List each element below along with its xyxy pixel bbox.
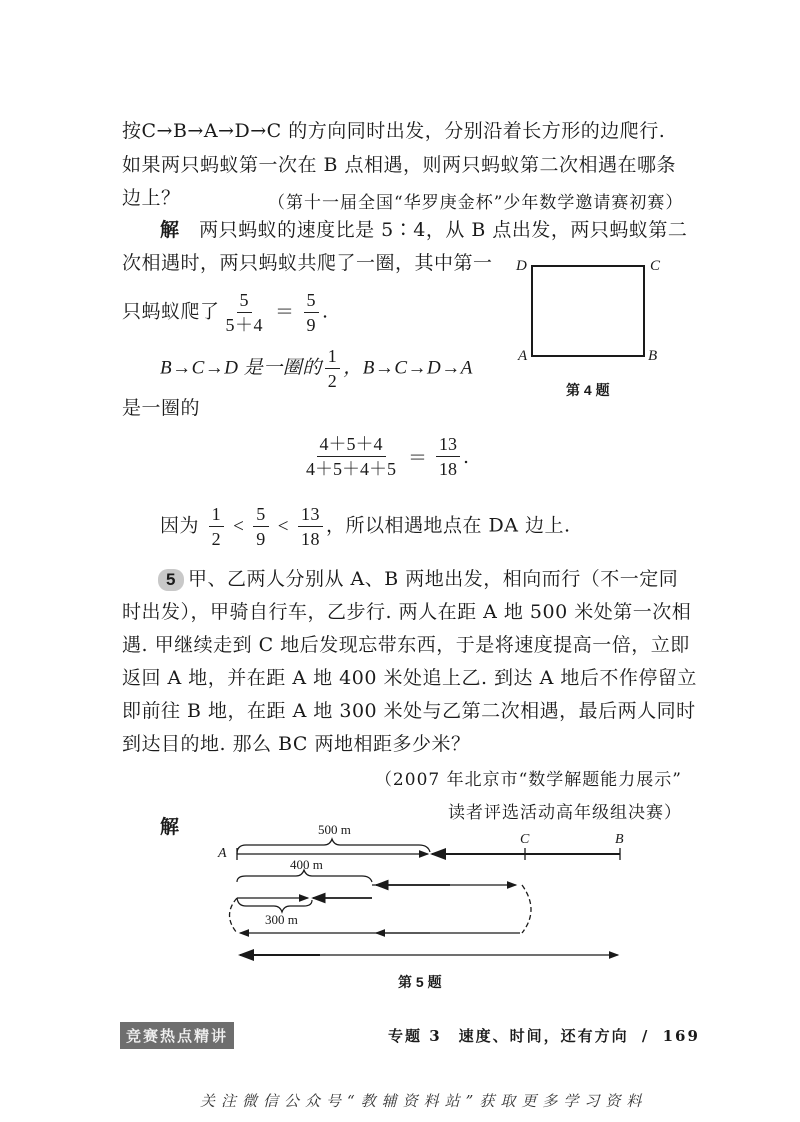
solution-label: 解 xyxy=(160,219,180,241)
solution4-conclusion: 因为 $\frac{1}{2}$ < $\frac{5}{9}$ < $\frac{13}{18}$ ，所以相遇地点在 DA 边上. xyxy=(160,504,571,549)
footer-section-tag: 竞赛热点精讲 xyxy=(120,1022,234,1049)
fraction: $\frac{5}{5+4}$ xyxy=(225,290,264,335)
problem5-line: 到达目的地. 那么 BC 两地相距多少米？ xyxy=(122,733,471,755)
fraction: $\frac{1}{2}$ xyxy=(325,346,341,391)
vertex-label-c: C xyxy=(650,258,661,274)
figure-caption: 第 5 题 xyxy=(398,974,442,990)
problem5-source-line1: （2007 年北京市“数学解题能力展示” xyxy=(374,770,682,790)
solution4-line4: B→C→D 是一圈的 $\frac{1}{2}$ ，B→C→D→A xyxy=(160,346,473,391)
problem4-text-line: 边上？ xyxy=(122,187,181,209)
solution4-line1: 解 两只蚂蚁的速度比是 5∶4，从 B 点出发，两只蚂蚁第二 xyxy=(160,219,688,241)
rectangle-diagram xyxy=(510,258,670,368)
distance-label-300: 300 m xyxy=(265,912,298,927)
problem5-line: 返回 A 地，并在距 A 地 400 米处追上乙. 到达 A 地后不作停留立 xyxy=(122,667,697,689)
fraction: $\frac{13}{18}$ xyxy=(436,434,460,479)
problem-number-badge: 5 xyxy=(158,569,184,591)
solution5-label: 解 xyxy=(160,816,180,838)
vertex-label-a: A xyxy=(518,348,528,364)
figure-4-rectangle xyxy=(510,258,670,398)
point-label-c: C xyxy=(520,832,530,847)
figure-caption: 第 4 题 xyxy=(566,382,610,398)
problem5-line: 即前往 B 地，在距 A 地 300 米处与乙第二次相遇，最后两人同时 xyxy=(122,700,696,722)
solution4-line2: 次相遇时，两只蚂蚁共爬了一圈，其中第一 xyxy=(122,252,493,274)
problem4-text-line: 按C→B→A→D→C 的方向同时出发，分别沿着长方形的边爬行. xyxy=(122,120,666,142)
point-label-a: A xyxy=(218,846,227,861)
solution4-line5: 是一圈的 xyxy=(122,397,201,419)
fraction: $\frac{4+5+4}{4+5+4+5}$ xyxy=(306,434,396,479)
big-equation: $\frac{4+5+4}{4+5+4+5}$ ＝ $\frac{13}{18}$ . xyxy=(300,434,469,479)
problem5-source-line2: 读者评选活动高年级组决赛） xyxy=(448,803,682,823)
footer-topic xyxy=(388,1025,700,1046)
point-label-b: B xyxy=(615,832,624,847)
problem5-line1: 5 甲、乙两人分别从 A、B 两地出发，相向而行（不一定同 xyxy=(158,567,678,591)
distance-label-400: 400 m xyxy=(290,857,323,872)
separator: / xyxy=(641,1027,650,1045)
fraction: $\frac{5}{9}$ xyxy=(304,290,320,335)
solution4-line3: 只蚂蚁爬了 $\frac{5}{5+4}$ ＝ $\frac{5}{9}$ . xyxy=(122,290,329,335)
problem4-source: （第十一届全国“华罗庚金杯”少年数学邀请赛初赛） xyxy=(268,193,684,213)
problem5-line: 遇. 甲继续走到 C 地后发现忘带东西，于是将速度提高一倍，立即 xyxy=(122,634,690,656)
vertex-label-d: D xyxy=(516,258,527,274)
problem5-line: 时出发），甲骑自行车，乙步行. 两人在距 A 地 500 米处第一次相 xyxy=(122,601,692,623)
topic-title: 专题 3 速度、时间，还有方向 xyxy=(388,1027,629,1045)
figure-5-motion-diagram xyxy=(200,820,650,990)
distance-label-500: 500 m xyxy=(318,822,351,837)
problem4-text-line: 如果两只蚂蚁第一次在 B 点相遇，则两只蚂蚁第二次相遇在哪条 xyxy=(122,154,677,176)
page-number: 169 xyxy=(662,1027,700,1045)
vertex-label-b: B xyxy=(648,348,658,364)
line-diagram xyxy=(200,820,650,970)
watermark-text: 关注微信公众号“教辅资料站”获取更多学习资料 xyxy=(200,1092,648,1110)
